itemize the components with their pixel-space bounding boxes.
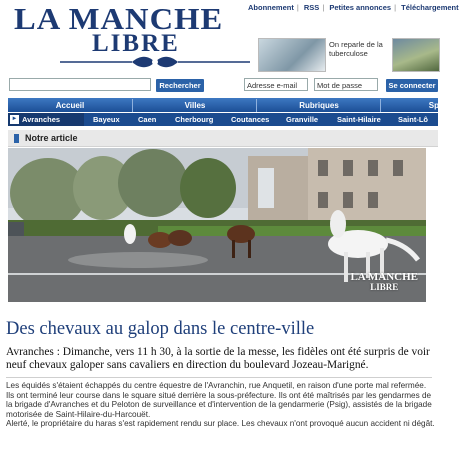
login-button[interactable]: Se connecter bbox=[386, 79, 438, 92]
watermark-line-2: LIBRE bbox=[370, 282, 399, 292]
search-input[interactable] bbox=[9, 78, 151, 91]
link-abonnement[interactable]: Abonnement bbox=[248, 3, 294, 12]
article-paragraph-1: Les équidés s'étaient échappés du centre équestre de l'Avranchin, rue Anquetil, en raison d'une porte mal refermée. Ils ont terminé leur course dans le square situé derrière la sous-préfecture. Ils ont été maîtrisés par les gendarmes de la brigade d'Avranches et du Peloton de surveillance et d'intervention de la gendarmerie (Psig), assistés de la brigade motorisée de Saint-Hilaire-du-Harcouët. bbox=[6, 381, 432, 419]
city-avranches[interactable]: Avranches bbox=[22, 115, 61, 124]
link-telechargement[interactable]: Téléchargement bbox=[401, 3, 459, 12]
promo-thumbnail[interactable] bbox=[258, 38, 326, 72]
divider bbox=[6, 377, 432, 378]
arrow-right-icon: ► bbox=[11, 116, 18, 122]
city-cherbourg[interactable]: Cherbourg bbox=[175, 115, 214, 124]
link-rss[interactable]: RSS bbox=[303, 3, 320, 12]
watermark-line-1: LA MANCHE bbox=[350, 271, 418, 283]
top-links: Abonnement | RSS | Petites annonces | Téléchargement bbox=[248, 3, 459, 12]
photo-watermark bbox=[350, 272, 418, 292]
article-lead: Avranches : Dimanche, vers 11 h 30, à la sortie de la messe, les fidèles ont été surpris de voir neuf chevaux galoper sans cavaliers en direction du boulevard Jozeau-Marigné. bbox=[6, 346, 430, 371]
promo-link[interactable]: On reparle de la tuberculose bbox=[329, 40, 383, 58]
section-title: Notre article bbox=[25, 133, 78, 143]
logo-emblem-icon bbox=[60, 54, 250, 70]
city-caen[interactable]: Caen bbox=[138, 115, 157, 124]
promo-thumbnail-2[interactable] bbox=[392, 38, 440, 72]
password-field[interactable]: Mot de passe bbox=[314, 78, 378, 91]
link-petites-annonces[interactable]: Petites annonces bbox=[329, 3, 392, 12]
city-saint-lo[interactable]: Saint-Lô bbox=[398, 115, 428, 124]
city-granville[interactable]: Granville bbox=[286, 115, 319, 124]
tab-villes[interactable]: Villes bbox=[132, 99, 257, 112]
article-paragraph-2: Alerté, le propriétaire du haras s'est rapidement rendu sur place. Les chevaux n'ont provoqué aucun accident ni dégât. bbox=[6, 419, 435, 429]
section-marker-icon bbox=[14, 134, 19, 143]
article-headline: Des chevaux au galop dans le centre-ville bbox=[6, 319, 315, 339]
article-photo bbox=[8, 148, 426, 302]
email-field[interactable]: Adresse e-mail bbox=[244, 78, 308, 91]
search-button[interactable]: Rechercher bbox=[156, 79, 204, 92]
article-body bbox=[6, 381, 436, 429]
tab-accueil[interactable]: Accueil bbox=[55, 101, 85, 110]
site-logo-title[interactable]: LA MANCHE bbox=[14, 1, 224, 36]
city-saint-hilaire[interactable]: Saint-Hilaire bbox=[337, 115, 381, 124]
tab-rubriques[interactable]: Rubriques bbox=[256, 99, 381, 112]
city-coutances[interactable]: Coutances bbox=[231, 115, 270, 124]
site-logo-subtitle[interactable]: LIBRE bbox=[92, 30, 180, 57]
tab-sports[interactable]: Sp bbox=[380, 99, 439, 112]
city-bayeux[interactable]: Bayeux bbox=[93, 115, 120, 124]
